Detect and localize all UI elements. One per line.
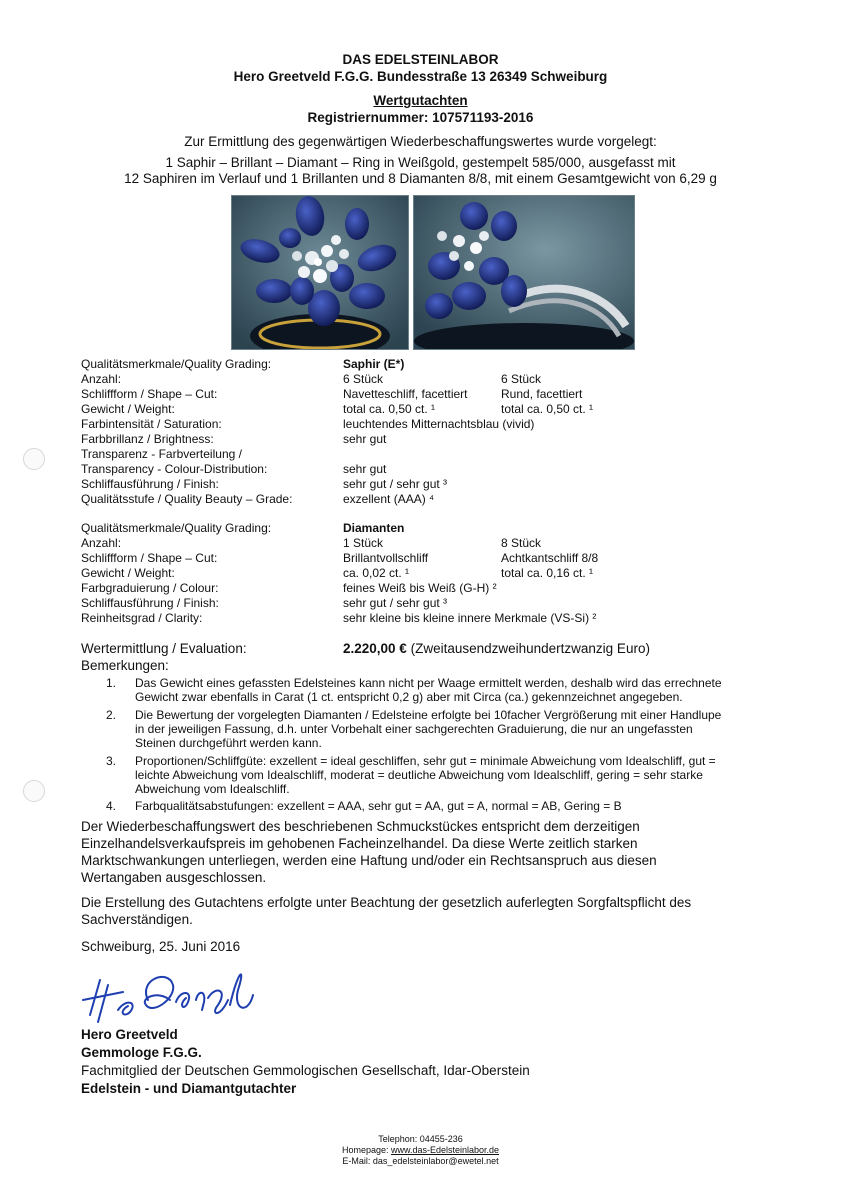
evaluation-amount: 2.220,00 €: [343, 641, 407, 656]
signer-name: Hero Greetveld: [81, 1027, 178, 1042]
row-value-1: 6 Stück: [343, 372, 384, 386]
place-date: Schweiburg, 25. Juni 2016: [81, 939, 241, 954]
grading-label: Qualitätsmerkmale/Quality Grading:: [81, 521, 272, 535]
row-label: Anzahl:: [81, 536, 122, 550]
row-label: Farbgraduierung / Colour:: [81, 581, 219, 595]
remark-line: in der jeweiligen Fassung, d.h. unter Vorbehalt einer sachgerechten Graduierung, die nur an ungefassten: [135, 722, 693, 736]
remark-number: 2.: [106, 708, 117, 722]
grading-value: Saphir (E*): [343, 357, 405, 371]
row-value-1: Brillantvollschliff: [343, 551, 429, 565]
ring-photo-top: [231, 195, 409, 350]
paragraph-line: Marktschwankungen unterliegen, werden eine Haftung und/oder ein Rechtsanspruch aus diesen: [81, 853, 657, 868]
ring-top-illustration: [232, 196, 408, 349]
row-label: Farbbrillanz / Brightness:: [81, 432, 214, 446]
paragraph-line: Wertangaben ausgeschlossen.: [81, 870, 267, 885]
signature-drawing: [78, 960, 258, 1035]
punch-hole-bottom: [23, 780, 45, 802]
lab-name: DAS EDELSTEINLABOR: [342, 52, 499, 67]
homepage-label: Homepage:: [341, 1145, 391, 1155]
remark-line: Abweichung vom Idealschliff.: [135, 782, 290, 796]
row-value-1: Navetteschliff, facettiert: [343, 387, 468, 401]
grading-label: Qualitätsmerkmale/Quality Grading:: [81, 357, 272, 371]
remark-line: Die Bewertung der vorgelegten Diamanten / Edelsteine erfolgte bei 10facher Vergrößerung mit einer Handlupe: [135, 708, 722, 722]
signer-block: [81, 1026, 530, 1098]
row-label: Gewicht / Weight:: [81, 566, 175, 580]
diligence-paragraph: [81, 894, 801, 928]
row-value-2: 6 Stück: [501, 372, 542, 386]
remark-text: [135, 754, 716, 796]
remark-line: Gewicht zwar ebenfalls in Carat (1 ct. entspricht 0,2 g) aber mit Circa (ca.) gekennzeichnet angegeben.: [135, 690, 683, 704]
remarks-title: Bemerkungen:: [81, 658, 169, 673]
row-label: Schliffform / Shape – Cut:: [81, 387, 218, 401]
homepage-link[interactable]: www.das-Edelsteinlabor.de: [390, 1145, 500, 1155]
row-value-1: total ca. 0,50 ct. ¹: [343, 402, 436, 416]
row-value-1: sehr gut / sehr gut ³: [343, 596, 448, 610]
lab-address: Hero Greetveld F.G.G. Bundesstraße 13 26349 Schweiburg: [233, 69, 608, 84]
row-value-1: sehr kleine bis kleine innere Merkmale (VS-Si) ²: [343, 611, 597, 625]
remark-line: Das Gewicht eines gefassten Edelsteines kann nicht per Waage ermittelt werden, deshalb wird das errechnete: [135, 676, 722, 690]
diamanten-grading-table: [81, 521, 781, 631]
remark-text: [135, 708, 721, 750]
remark-number: 1.: [106, 676, 117, 690]
row-value-2: Rund, facettiert: [501, 387, 583, 401]
row-value-2: Achtkantschliff 8/8: [501, 551, 599, 565]
row-label: Schliffform / Shape – Cut:: [81, 551, 218, 565]
remark-line: Steinen durchgeführt werden kann.: [135, 736, 322, 750]
row-value-1: sehr gut: [343, 432, 387, 446]
remark-number: 4.: [106, 799, 117, 813]
row-label: Farbintensität / Saturation:: [81, 417, 222, 431]
paragraph-line: Der Wiederbeschaffungswert des beschriebenen Schmuckstückes entspricht dem derzeitigen: [81, 819, 640, 834]
signer-title: Gemmologe F.G.G.: [81, 1045, 202, 1060]
row-value-1: sehr gut: [343, 462, 387, 476]
ring-photo-side: [413, 195, 635, 350]
footer-homepage: [0, 1145, 841, 1156]
signer-membership: Fachmitglied der Deutschen Gemmologischen Gesellschaft, Idar-Oberstein: [81, 1063, 530, 1078]
disclaimer-paragraph: [81, 818, 781, 886]
row-value-1: feines Weiß bis Weiß (G-H) ²: [343, 581, 497, 595]
row-label: Transparency - Colour-Distribution:: [81, 462, 268, 476]
footer-phone: Telephon: 04455-236: [378, 1134, 463, 1144]
registration-number: Registriernummer: 107571193-2016: [307, 110, 534, 125]
intro-line-1: Zur Ermittlung des gegenwärtigen Wiederbeschaffungswertes wurde vorgelegt:: [184, 134, 657, 149]
row-value-1: sehr gut / sehr gut ³: [343, 477, 448, 491]
row-value-2: total ca. 0,50 ct. ¹: [501, 402, 594, 416]
intro-line-3: 12 Saphiren im Verlauf und 1 Brillanten und 8 Diamanten 8/8, mit einem Gesamtgewicht von 6,29 g: [124, 171, 717, 186]
signer-role: Edelstein - und Diamantgutachter: [81, 1081, 297, 1096]
saphir-grading-table: [81, 357, 781, 507]
row-label: Qualitätsstufe / Quality Beauty – Grade:: [81, 492, 293, 506]
document-title: Wertgutachten: [373, 93, 468, 108]
remark-text: [135, 676, 722, 704]
paragraph-line: Einzelhandelsverkaufspreis im gehobenen Facheinzelhandel. Da diese Werte zeitlich starken: [81, 836, 638, 851]
footer-email: E-Mail: das_edelsteinlabor@ewetel.net: [342, 1156, 499, 1166]
row-label: Transparenz - Farbverteilung /: [81, 447, 242, 461]
row-label: Reinheitsgrad / Clarity:: [81, 611, 203, 625]
remark-number: 3.: [106, 754, 117, 768]
row-label: Gewicht / Weight:: [81, 402, 175, 416]
row-label: Schliffausführung / Finish:: [81, 477, 219, 491]
footer: [0, 1134, 841, 1167]
row-label: Anzahl:: [81, 372, 122, 386]
row-value-1: ca. 0,02 ct. ¹: [343, 566, 410, 580]
remark-text: [135, 799, 622, 813]
row-value-2: 8 Stück: [501, 536, 542, 550]
row-value-1: 1 Stück: [343, 536, 384, 550]
handwritten-signature: [78, 960, 258, 1035]
remark-line: Proportionen/Schliffgüte: exzellent = ideal geschliffen, sehr gut = minimale Abweichung vom Idealschliff, gut =: [135, 754, 716, 768]
remark-line: leichte Abweichung vom Idealschliff, moderat = deutliche Abweichung vom Idealschliff, gering = sehr starke: [135, 768, 703, 782]
grading-value: Diamanten: [343, 521, 405, 535]
row-label: Schliffausführung / Finish:: [81, 596, 219, 610]
row-value-1: exzellent (AAA) ⁴: [343, 492, 435, 506]
ring-side-illustration: [414, 196, 634, 349]
intro-line-2: 1 Saphir – Brillant – Diamant – Ring in Weißgold, gestempelt 585/000, ausgefasst mit: [165, 155, 676, 170]
row-value-2: total ca. 0,16 ct. ¹: [501, 566, 594, 580]
paragraph-line: Die Erstellung des Gutachtens erfolgte unter Beachtung der gesetzlich auferlegten Sorgfaltspflicht des: [81, 895, 692, 910]
remark-line: Farbqualitätsabstufungen: exzellent = AAA, sehr gut = AA, gut = A, normal = AB, Gering = B: [135, 799, 622, 813]
evaluation-value: [343, 641, 650, 656]
paragraph-line: Sachverständigen.: [81, 912, 193, 927]
punch-hole-top: [23, 448, 45, 470]
evaluation-label: Wertermittlung / Evaluation:: [81, 641, 247, 656]
evaluation-amount-words: (Zweitausendzweihundertzwanzig Euro): [410, 641, 650, 656]
row-value-1: leuchtendes Mitternachtsblau (vivid): [343, 417, 535, 431]
